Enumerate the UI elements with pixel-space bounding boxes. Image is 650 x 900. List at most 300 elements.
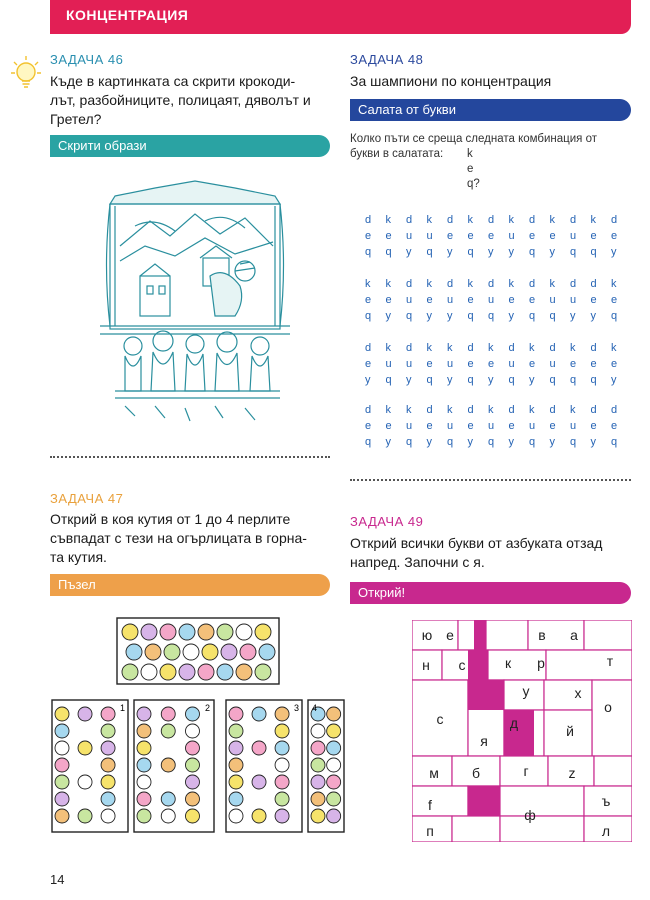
necklace-bead (126, 644, 142, 660)
salad-letter: k (508, 214, 514, 226)
grid-letter: к (504, 655, 512, 671)
salad-letter: u (426, 230, 433, 242)
salad-letter: y (549, 436, 555, 448)
combo-e: e (467, 163, 474, 175)
salad-letter: u (508, 358, 515, 370)
salad-letter: e (549, 420, 556, 432)
salad-letter: e (611, 420, 618, 432)
salad-letter: q (488, 436, 495, 448)
necklace-bead (55, 707, 69, 721)
necklace-bead (229, 707, 243, 721)
grid-letter: п (426, 823, 434, 839)
salad-letter: d (488, 278, 495, 290)
salad-letter: d (365, 404, 372, 416)
alphabet-grid (412, 620, 632, 842)
salad-letter: q (529, 310, 536, 322)
salad-letter: q (365, 436, 372, 448)
salad-letter: y (590, 310, 596, 322)
salad-letter: k (529, 404, 535, 416)
necklace-bead (78, 707, 92, 721)
salad-letter: u (406, 358, 413, 370)
grid-letter: й (566, 723, 574, 739)
salad-letter: q (426, 246, 433, 258)
necklace-bead (141, 624, 157, 640)
salad-letter: d (570, 214, 577, 226)
salad-letter: e (611, 230, 618, 242)
combo-q: q? (467, 178, 480, 190)
salad-letter: e (488, 230, 495, 242)
salad-letter: k (488, 342, 494, 354)
salad-letter: k (385, 342, 391, 354)
salad-letter: q (406, 436, 413, 448)
necklace-bead (78, 809, 92, 823)
grid-cell (544, 680, 592, 710)
necklace-bead (252, 775, 266, 789)
salad-letter: k (570, 404, 576, 416)
necklace-bead (327, 775, 341, 789)
grid-cell (592, 680, 632, 756)
grid-letter: в (538, 627, 546, 643)
salad-letter: d (508, 342, 515, 354)
necklace-bead (185, 707, 199, 721)
salad-letter: k (447, 342, 453, 354)
necklace-bead (141, 664, 157, 680)
necklace-bead (137, 707, 151, 721)
box-number: 2 (205, 703, 211, 713)
necklace-bead (229, 792, 243, 806)
necklace-bead (185, 758, 199, 772)
necklace-bead (185, 724, 199, 738)
salad-letter: y (447, 246, 453, 258)
salad-letter: k (611, 278, 617, 290)
necklace-bead (311, 809, 325, 823)
salad-letter: d (467, 404, 474, 416)
salad-letter: y (508, 436, 514, 448)
necklace-bead (55, 724, 69, 738)
grid-letter: х (574, 685, 582, 701)
salad-letter: d (590, 404, 597, 416)
necklace-bead (327, 758, 341, 772)
salad-letter: q (590, 246, 597, 258)
box-number: 1 (120, 703, 126, 713)
grid-letter: г (523, 763, 529, 779)
grid-letter: м (429, 765, 439, 781)
salad-letter: d (406, 342, 413, 354)
necklace-bead (185, 741, 199, 755)
box-number: 4 (312, 703, 318, 713)
necklace-bead (236, 664, 252, 680)
salad-letter: k (426, 214, 432, 226)
necklace-bead (137, 809, 151, 823)
salad-letter: y (467, 436, 473, 448)
grid-letter: с (458, 657, 466, 673)
grid-filled-cell (504, 710, 534, 756)
salad-letter: u (570, 294, 577, 306)
salad-letter: d (549, 342, 556, 354)
salad-letter: y (426, 436, 432, 448)
necklace-bead (122, 624, 138, 640)
salad-letter: d (529, 214, 536, 226)
salad-letter: y (447, 374, 453, 386)
salad-letter: k (467, 278, 473, 290)
salad-letter: k (447, 404, 453, 416)
task-47-line: съвпадат с тези на огърлицата в горна- (50, 530, 307, 546)
salad-letter: y (426, 310, 432, 322)
salad-letter: e (590, 230, 597, 242)
grid-filled-cell (468, 680, 504, 710)
page-number: 14 (50, 872, 65, 887)
salad-letter: e (529, 230, 536, 242)
task-46-text (50, 72, 330, 129)
necklace-bead (311, 775, 325, 789)
task-46-line: лът, разбойниците, полицаят, дяволът и (50, 92, 311, 108)
necklace-bead (137, 758, 151, 772)
salad-letter: q (529, 246, 536, 258)
salad-letter: q (385, 246, 392, 258)
task-48-pill: Салата от букви (350, 99, 631, 121)
task-46-line: Гретел? (50, 111, 102, 127)
necklace-bead (55, 792, 69, 806)
salad-letter: k (488, 404, 494, 416)
necklace-bead (137, 775, 151, 789)
task-46-line: Къде в картинката са скрити крокоди- (50, 73, 296, 89)
salad-letter: u (406, 294, 413, 306)
salad-letter: d (447, 278, 454, 290)
lightbulb-icon (8, 48, 42, 98)
necklace-bead (221, 644, 237, 660)
salad-letter: e (508, 420, 515, 432)
salad-letter: q (488, 310, 495, 322)
necklace-bead (275, 758, 289, 772)
necklace-bead (78, 741, 92, 755)
salad-letter: k (590, 214, 596, 226)
task-49-text (350, 534, 635, 572)
salad-letter: d (590, 342, 597, 354)
salad-letter: d (611, 214, 618, 226)
section-title: КОНЦЕНТРАЦИЯ (66, 7, 189, 23)
necklace-bead (236, 624, 252, 640)
necklace-bead (161, 809, 175, 823)
necklace-bead (275, 792, 289, 806)
salad-letter: k (385, 278, 391, 290)
salad-letter: q (467, 246, 474, 258)
salad-letter: d (426, 404, 433, 416)
necklace-bead (252, 707, 266, 721)
necklace-bead (55, 775, 69, 789)
task-49-title: ЗАДАЧА 49 (350, 514, 424, 529)
salad-letter: k (365, 278, 371, 290)
salad-letter: u (549, 294, 556, 306)
necklace-bead (255, 664, 271, 680)
salad-letter: y (385, 310, 391, 322)
salad-letter: d (488, 214, 495, 226)
salad-letter: q (426, 374, 433, 386)
salad-letter: u (570, 420, 577, 432)
necklace-bead (101, 741, 115, 755)
salad-letter: e (426, 420, 433, 432)
salad-letter: k (385, 404, 391, 416)
grid-letter: ю (421, 627, 433, 643)
grid-letter: е (446, 627, 454, 643)
salad-letter: d (549, 404, 556, 416)
grid-cell (500, 816, 584, 842)
salad-letter: u (508, 230, 515, 242)
salad-letter: u (488, 420, 495, 432)
necklace-bead (164, 644, 180, 660)
salad-letter: u (406, 230, 413, 242)
salad-letter: e (611, 294, 618, 306)
salad-letter: q (590, 374, 597, 386)
salad-letter: k (529, 342, 535, 354)
task-49-pill: Открий! (350, 582, 631, 604)
grid-cell (546, 650, 632, 680)
grid-letter: ъ (601, 793, 611, 809)
salad-letter: q (365, 310, 372, 322)
salad-letter: d (406, 214, 413, 226)
grid-letter: р (537, 655, 545, 671)
salad-letter: y (385, 436, 391, 448)
task-46-pill: Скрити образи (50, 135, 330, 157)
necklace-bead (327, 809, 341, 823)
salad-letter: y (611, 246, 617, 258)
question-line: букви в салатата: (350, 148, 444, 160)
necklace-bead (101, 758, 115, 772)
necklace-bead (137, 792, 151, 806)
necklace-bead (78, 775, 92, 789)
necklace-bead (198, 664, 214, 680)
salad-letter: q (447, 436, 454, 448)
grid-letter: л (601, 823, 611, 839)
necklace-bead (275, 809, 289, 823)
salad-letter: q (549, 374, 556, 386)
question-line: Колко пъти се среща следната комбинация от (350, 133, 598, 145)
task-49-line: Открий всички букви от азбуката отзад (350, 535, 603, 551)
salad-letter: e (385, 294, 392, 306)
salad-letter: k (508, 278, 514, 290)
salad-letter: u (488, 294, 495, 306)
salad-letter: y (570, 310, 576, 322)
salad-letter: k (611, 342, 617, 354)
salad-letter: y (365, 374, 371, 386)
grid-letter: я (480, 733, 488, 749)
salad-letter: d (611, 404, 618, 416)
salad-letter: d (590, 278, 597, 290)
necklace-bead (101, 809, 115, 823)
salad-letter: q (570, 436, 577, 448)
salad-letter: y (488, 374, 494, 386)
salad-letter: q (365, 246, 372, 258)
salad-letter: e (426, 294, 433, 306)
salad-letter: u (529, 420, 536, 432)
salad-letter: e (611, 358, 618, 370)
grid-cell (486, 620, 528, 650)
necklace-bead (252, 809, 266, 823)
necklace-bead (202, 644, 218, 660)
necklace-bead (101, 792, 115, 806)
necklace-bead (185, 775, 199, 789)
salad-letter: u (385, 358, 392, 370)
grid-letter: а (570, 627, 578, 643)
salad-letter: u (549, 358, 556, 370)
necklace-bead (311, 724, 325, 738)
necklace-bead (311, 741, 325, 755)
necklace-bead (275, 775, 289, 789)
salad-letter: y (488, 246, 494, 258)
task-48-text: За шампиони по концентрация (350, 73, 552, 89)
salad-letter: u (447, 420, 454, 432)
task-47-title: ЗАДАЧА 47 (50, 491, 124, 506)
salad-letter: q (570, 246, 577, 258)
grid-letter: f (428, 797, 432, 813)
necklace-bead (185, 792, 199, 806)
necklace-bead (229, 809, 243, 823)
salad-letter: k (467, 214, 473, 226)
task-47-text (50, 510, 335, 567)
salad-letter: u (570, 230, 577, 242)
task-49-line: напред. Започни с я. (350, 554, 485, 570)
necklace-bead (122, 664, 138, 680)
salad-letter: e (447, 230, 454, 242)
necklace-bead (327, 741, 341, 755)
necklace-bead (198, 624, 214, 640)
salad-letter: d (570, 278, 577, 290)
necklace-bead (229, 724, 243, 738)
salad-letter: d (447, 214, 454, 226)
grid-filled-cell (468, 650, 488, 680)
necklace-bead (275, 707, 289, 721)
salad-letter: e (365, 294, 372, 306)
salad-letter: k (570, 342, 576, 354)
grid-letter: н (422, 657, 430, 673)
necklace-bead (229, 741, 243, 755)
task-47-line: та кутия. (50, 549, 107, 565)
necklace-bead (55, 758, 69, 772)
necklace-bead (217, 624, 233, 640)
salad-letter: q (406, 310, 413, 322)
grid-cell (412, 786, 468, 816)
grid-filled-cell (474, 620, 486, 650)
salad-letter: y (590, 436, 596, 448)
letter-salad (365, 214, 635, 454)
salad-letter: q (549, 310, 556, 322)
necklace-bead (255, 624, 271, 640)
salad-letter: q (385, 374, 392, 386)
necklace-bead (161, 758, 175, 772)
necklace-bead (240, 644, 256, 660)
necklace-bead (327, 707, 341, 721)
grid-letter: д (509, 715, 519, 731)
salad-letter: e (365, 420, 372, 432)
salad-letter: e (570, 358, 577, 370)
necklace-bead (217, 664, 233, 680)
grid-cell (584, 620, 632, 650)
necklace-bead (179, 664, 195, 680)
necklace-puzzle-illustration (50, 614, 346, 836)
salad-letter: d (529, 278, 536, 290)
combo-k: k (467, 148, 473, 160)
salad-letter: d (365, 214, 372, 226)
necklace-bead (55, 809, 69, 823)
task-47-line: Открий в коя кутия от 1 до 4 перлите (50, 511, 291, 527)
necklace-bead (327, 792, 341, 806)
grid-letter: ф (524, 807, 536, 823)
salad-letter: q (508, 374, 515, 386)
salad-letter: u (447, 358, 454, 370)
grid-letter: у (522, 683, 530, 699)
divider-right (350, 479, 631, 481)
salad-letter: e (549, 230, 556, 242)
salad-letter: k (549, 278, 555, 290)
salad-letter: q (467, 310, 474, 322)
salad-letter: e (590, 420, 597, 432)
salad-letter: q (611, 310, 618, 322)
necklace-bead (275, 741, 289, 755)
salad-letter: k (426, 278, 432, 290)
necklace-bead (311, 792, 325, 806)
salad-letter: k (426, 342, 432, 354)
salad-letter: e (467, 230, 474, 242)
necklace-bead (179, 624, 195, 640)
necklace-bead (161, 724, 175, 738)
necklace-bead (183, 644, 199, 660)
necklace-bead (161, 792, 175, 806)
salad-letter: d (467, 342, 474, 354)
salad-letter: k (549, 214, 555, 226)
necklace-bead (137, 724, 151, 738)
task-48-title: ЗАДАЧА 48 (350, 52, 424, 67)
grid-letter: z (568, 765, 576, 781)
grid-letter: б (471, 765, 481, 781)
salad-letter: e (426, 358, 433, 370)
salad-letter: y (406, 246, 412, 258)
grid-letter: т (606, 653, 614, 669)
necklace-bead (101, 707, 115, 721)
necklace-bead (145, 644, 161, 660)
salad-letter: u (406, 420, 413, 432)
salad-letter: e (365, 230, 372, 242)
salad-letter: k (406, 404, 412, 416)
necklace-bead (327, 724, 341, 738)
necklace-bead (185, 809, 199, 823)
salad-letter: q (529, 436, 536, 448)
salad-letter: e (365, 358, 372, 370)
salad-letter: y (611, 374, 617, 386)
grid-letter: с (436, 711, 444, 727)
task-48-question (350, 132, 635, 162)
salad-letter: y (508, 310, 514, 322)
salad-letter: y (549, 246, 555, 258)
salad-letter: d (365, 342, 372, 354)
necklace-bead (160, 664, 176, 680)
salad-letter: e (590, 294, 597, 306)
necklace-bead (229, 775, 243, 789)
box-number: 3 (294, 703, 300, 713)
necklace-bead (252, 741, 266, 755)
salad-letter: y (508, 246, 514, 258)
salad-letter: d (406, 278, 413, 290)
salad-letter: e (385, 230, 392, 242)
salad-letter: e (467, 420, 474, 432)
salad-letter: e (488, 358, 495, 370)
necklace-bead (101, 775, 115, 789)
hidden-images-illustration (95, 176, 295, 426)
salad-letter: y (406, 374, 412, 386)
grid-filled-cell (468, 786, 500, 816)
salad-letter: y (529, 374, 535, 386)
divider-left (50, 456, 330, 458)
grid-cell (452, 816, 500, 842)
salad-letter: q (611, 436, 618, 448)
